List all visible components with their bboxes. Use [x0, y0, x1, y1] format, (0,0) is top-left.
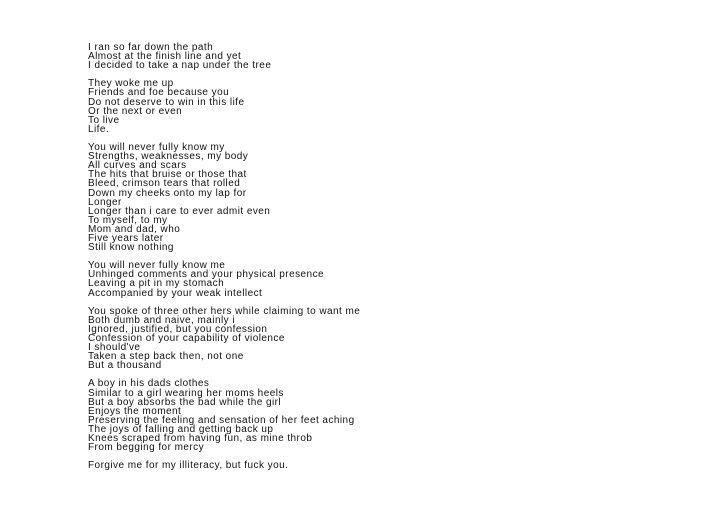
poem-line: Similar to a girl wearing her moms heels — [88, 387, 284, 399]
poem-line: Strengths, weaknesses, my body — [88, 151, 249, 163]
poem-line: Unhinged comments and your physical presence — [88, 269, 325, 281]
poem-stanza — [88, 79, 688, 134]
poem-line: You will never fully know my — [88, 142, 225, 154]
poem-line: Taken a step back then, not one — [88, 351, 244, 363]
poem-line: Do not deserve to win in this life — [88, 96, 245, 108]
poem-line: To myself, to my — [88, 214, 168, 226]
poem-line: Confession of your capability of violence — [88, 333, 285, 344]
poem-stanza — [88, 461, 688, 470]
poem-stanza — [88, 307, 688, 371]
poem-line: A boy in his dads clothes — [88, 378, 210, 390]
poem-stanza — [88, 143, 688, 252]
poem-line: But a boy absorbs the bad while the girl — [88, 396, 282, 408]
poem-line: The joys of falling and getting back up — [88, 423, 274, 435]
poem-line: All curves and scars — [88, 160, 187, 172]
poem-line: Five years later — [88, 232, 164, 244]
poem-line: You spoke of three other hers while claiming to want me — [88, 305, 361, 317]
poem-stanza — [88, 379, 688, 452]
poem-line: Life. — [88, 123, 110, 135]
poem-line: Down my cheeks onto my lap for — [88, 187, 247, 199]
poem-line: Longer than i care to ever admit even — [88, 205, 271, 217]
poem-line: Friends and foe because you — [88, 87, 230, 99]
poem-stanza — [88, 43, 688, 70]
poem-line: You will never fully know me — [88, 260, 226, 272]
poem-line: Leaving a pit in my stomach — [88, 278, 225, 290]
poem-line: Forgive me for my illiteracy, but fuck you. — [88, 460, 289, 472]
poem-line: Ignored, justified, but you confession — [88, 323, 268, 335]
poem-line: From begging for mercy — [88, 442, 205, 454]
poem-line: I decided to take a nap under the tree — [88, 60, 272, 72]
poem-line: Both dumb and naive, mainly i — [88, 314, 236, 326]
poem-line: Still know nothing — [88, 242, 174, 254]
poem-line: Accompanied by your weak intellect — [88, 287, 263, 299]
poem-line: Bleed, crimson tears that rolled — [88, 178, 241, 190]
poem-line: Preserving the feeling and sensation of her feet aching — [88, 414, 355, 426]
poem-line: I should've — [88, 342, 141, 354]
poem-line: Or the next or even — [88, 105, 183, 117]
poem-line: Longer — [88, 196, 122, 208]
poem-line: To live — [88, 114, 120, 126]
poem-line: Mom and dad, who — [88, 223, 181, 235]
poem-line: Almost at the finish line and yet — [88, 51, 242, 63]
poem-line: Enjoys the moment — [88, 405, 182, 417]
poem-line: Knees scraped from having fun, as mine throb — [88, 433, 313, 445]
poem-line: I ran so far down the path — [88, 42, 214, 53]
poem-line: The hits that bruise or those that — [88, 169, 247, 181]
poem-line: They woke me up — [88, 78, 174, 90]
poem-body — [88, 43, 688, 480]
poem-line: But a thousand — [88, 360, 162, 372]
poem-stanza — [88, 261, 688, 297]
